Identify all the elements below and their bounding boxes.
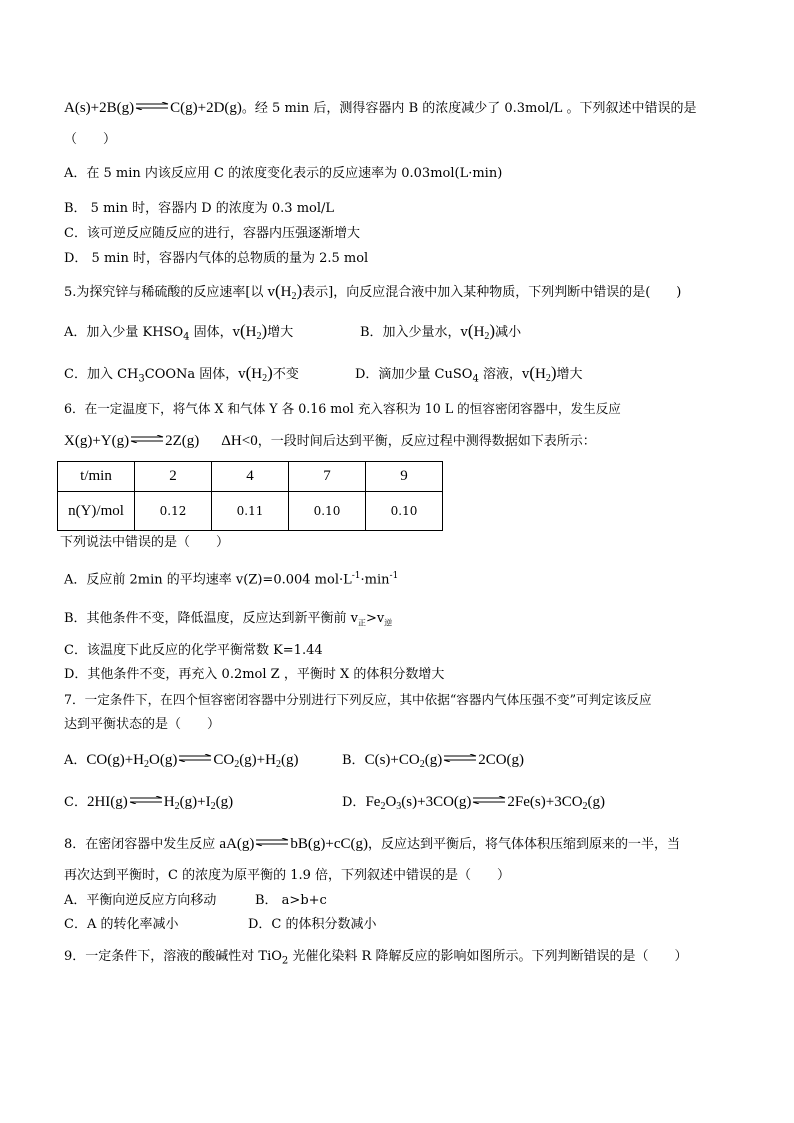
q6-equation-line: [64, 432, 596, 451]
q7-a-r3: (g): [280, 752, 299, 768]
q4-eq-products: C(g)+2D(g): [170, 100, 242, 116]
q6-option-c: C．该温度下此反应的化学平衡常数 K=1.44: [64, 643, 323, 658]
table-row: [58, 492, 443, 531]
q8-option-a: A．平衡向逆反应方向移动: [64, 893, 217, 908]
q4-eq-reactants: A(s)+2B(g): [64, 100, 135, 116]
q8-stem: [64, 835, 680, 854]
q5-b-result: 减小: [495, 325, 522, 340]
q5-stem-a: 5.为探究锌与稀硫酸的反应速率[以 v: [64, 285, 275, 300]
table-cell: 0.10: [366, 492, 443, 531]
q5-d-text: D．滴加少量 CuSO: [355, 367, 473, 382]
q4-stem-line: [64, 99, 697, 118]
q6-eq-left: X(g)+Y(g): [64, 433, 130, 449]
q5-d-h2: H: [534, 366, 546, 382]
q5-d-result: 增大: [556, 367, 583, 382]
q5-stem: 5.为探究锌与稀硫酸的反应速率[以 $v(H_2)$表示]，向反应混合液中加入某种物质，下列判断中错误的是( ): [64, 281, 682, 302]
q5-stem-b: 表示]，向反应混合液中加入某种物质，下列判断中错误的是( ): [302, 285, 682, 300]
q7-a-l: CO(g)+H: [86, 752, 145, 768]
q7-d-l-sub2: 3: [396, 801, 402, 812]
q5-option-c: C．加入 $CH_3COONa$ 固体，$v(H_2)$不变: [64, 363, 299, 385]
q7-d-r2: (g): [587, 794, 606, 810]
q9-b: 光催化染料 R 降解反应的影响如图所示。下列判断错误的是（ ）: [288, 949, 688, 964]
q5-b-h2-sub: 2: [484, 331, 490, 342]
q7-a-r: CO: [213, 752, 235, 768]
q7-d-l-sub1: 2: [380, 801, 386, 812]
q5-a-text2: 固体，v: [189, 325, 240, 340]
q8-line2: 再次达到平衡时，C 的浓度为原平衡的 1.9 倍，下列叙述中错误的是（ ）: [64, 868, 511, 883]
q7-a-l2: O(g): [149, 752, 178, 768]
q6-a-sup1: -1: [351, 571, 361, 581]
q7-c-l: 2HI(g): [86, 794, 128, 810]
q6-b-sub2: 逆: [384, 618, 393, 628]
equilibrium-arrow-icon: [130, 435, 164, 443]
q4-option-b: B． 5 min 时，容器内 D 的浓度为 0.3 mol/L: [64, 201, 335, 216]
q8-pre: 8．在密闭容器中发生反应: [64, 837, 220, 852]
q6-eq-right: 2Z(g): [165, 433, 200, 449]
q5-c-sub: 3: [138, 373, 145, 385]
q6-delta-h: ΔH<0: [221, 433, 258, 449]
table-row: [58, 462, 443, 492]
q5-a-h2-sub: 2: [256, 331, 262, 342]
q7-d-r: 2Fe(s)+3CO: [507, 794, 583, 810]
q4-option-c: C．该可逆反应随反应的进行，容器内压强逐渐增大: [64, 226, 360, 241]
q5-d-sub: 4: [472, 373, 479, 385]
table-cell: 7: [289, 462, 366, 492]
q6-b-text: B．其他条件不变，降低温度，反应达到新平衡前 v: [64, 611, 359, 626]
q7-stem-2: 达到平衡状态的是（ ）: [64, 717, 221, 732]
q4-answer-paren: （ ）: [64, 132, 117, 147]
q5-a-text: A．加入少量 KHSO: [64, 325, 184, 340]
q7-b-r: 2CO(g): [478, 752, 525, 768]
q6-b-sub1: 正: [358, 618, 367, 628]
equilibrium-arrow-icon: [129, 796, 163, 804]
q7-a-label: A．: [64, 753, 87, 768]
q7-c-r-sub2: 2: [210, 801, 216, 812]
q6-data-table: [57, 461, 443, 531]
q8-eq-l: aA(g): [219, 836, 255, 852]
q4-option-d: D． 5 min 时，容器内气体的总物质的量为 2.5 mol: [64, 251, 369, 266]
q6-option-b: [64, 610, 392, 633]
table-cell: 0.10: [289, 492, 366, 531]
q7-a-r2: (g)+H: [239, 752, 276, 768]
q7-d-label: D．: [342, 795, 366, 810]
q7-a-r-sub: 2: [234, 759, 240, 770]
q4-stem-text: 。经 5 min 后，测得容器内 B 的浓度减少了 0.3mol/L 。下列叙述中错误的是: [241, 101, 697, 116]
q5-c-result: 不变: [272, 367, 299, 382]
q9-stem: [64, 948, 687, 971]
q6-a-text: A．反应前 2min 的平均速率 v(Z)=0.004 mol·L: [64, 572, 352, 588]
q7-c-label: C．: [64, 795, 87, 810]
q7-option-a: [64, 751, 298, 774]
table-cell: 4: [212, 462, 289, 492]
q5-b-h2: H: [473, 324, 485, 340]
q5-a-result: 增大: [267, 325, 294, 340]
q7-c-r-sub: 2: [174, 801, 180, 812]
q8-option-b: B． a>b+c: [255, 893, 327, 908]
q5-a-h2: H: [245, 324, 257, 340]
q7-d-l3: (s)+3CO(g): [401, 794, 472, 810]
equilibrium-arrow-icon: [443, 754, 477, 762]
q6-ask: 下列说法中错误的是（ ）: [60, 535, 230, 550]
table-cell: 0.12: [135, 492, 212, 531]
q5-option-d: D．滴加少量 CuSO$_4$ 溶液，$v(H_2)$增大: [355, 363, 583, 385]
q5-c-text2: COONa 固体，v: [144, 367, 246, 382]
q5-option-a: A．加入少量 $KHSO_4$ 固体，$v(H_2)$增大: [64, 321, 294, 343]
q7-b-label: B．: [342, 753, 365, 768]
q8-option-d: D．C 的体积分数减小: [248, 917, 377, 932]
q6-option-d: D．其他条件不变，再充入 0.2mol Z ，平衡时 X 的体积分数增大: [64, 667, 445, 682]
q5-c-h2-sub: 2: [262, 373, 268, 384]
q5-h2-sub: 2: [291, 291, 297, 302]
q7-stem-1: 7．一定条件下，在四个恒容密闭容器中分别进行下列反应，其中依据“容器内气体压强不变”可判定该反应: [64, 692, 652, 707]
q6-stem: 6．在一定温度下，将气体 X 和气体 Y 各 0.16 mol 充入容积为 10 L 的恒容密闭容器中，发生反应: [64, 401, 621, 416]
q7-c-r2: (g)+I: [179, 794, 211, 810]
q7-d-l2: O: [385, 794, 397, 810]
equilibrium-arrow-icon: [135, 102, 169, 110]
q9-sub: 2: [281, 955, 289, 967]
q7-a-l-sub: 2: [144, 759, 150, 770]
table-cell: 9: [366, 462, 443, 492]
table-cell: t/min: [58, 462, 135, 492]
equilibrium-arrow-icon: [255, 838, 289, 846]
q7-a-r-sub2: 2: [275, 759, 281, 770]
q7-b-l2: (g): [424, 752, 443, 768]
q4-option-a: A．在 5 min 内该反应用 C 的浓度变化表示的反应速率为 0.03mol(L·min): [64, 166, 503, 181]
q5-d-h2-sub: 2: [545, 373, 551, 384]
q6-option-a: [64, 567, 398, 589]
q5-d-text2: 溶液，v: [478, 367, 530, 382]
q5-a-sub: 4: [183, 331, 190, 343]
q8-option-c: C．A 的转化率减小: [64, 917, 179, 932]
q6-stem2: ，一段时间后达到平衡，反应过程中测得数据如下表所示：: [257, 434, 596, 449]
q9-a: 9．一定条件下，溶液的酸碱性对 TiO: [64, 949, 282, 964]
q7-d-l: Fe: [365, 794, 381, 810]
q5-c-h2: H: [251, 366, 263, 382]
q5-c-text: C．加入 CH: [64, 367, 139, 382]
q6-b-text2: >v: [366, 611, 385, 626]
q7-option-d: [342, 793, 605, 816]
q7-d-r-sub: 2: [582, 801, 588, 812]
q8-post: ，反应达到平衡后，将气体体积压缩到原来的一半，当: [368, 837, 681, 852]
q5-option-b: B．加入少量水，$v(H_2)$减小: [360, 321, 522, 342]
q6-a-text2: ·min: [360, 572, 390, 588]
q7-c-r3: (g): [215, 794, 234, 810]
table-cell: 0.11: [212, 492, 289, 531]
q7-c-r: H: [163, 794, 175, 810]
q7-b-l: C(s)+CO: [364, 752, 420, 768]
q7-option-c: [64, 793, 233, 816]
q5-b-text: B．加入少量水，v: [360, 325, 468, 340]
q8-eq-r: bB(g)+cC(g): [290, 836, 368, 852]
table-cell: 2: [135, 462, 212, 492]
q6-a-sup2: -1: [389, 571, 399, 581]
table-cell: n(Y)/mol: [58, 492, 135, 531]
equilibrium-arrow-icon: [472, 796, 506, 804]
q5-h2: H: [280, 284, 292, 300]
q7-option-b: [342, 751, 524, 774]
q7-b-l-sub: 2: [419, 759, 425, 770]
equilibrium-arrow-icon: [178, 754, 212, 762]
